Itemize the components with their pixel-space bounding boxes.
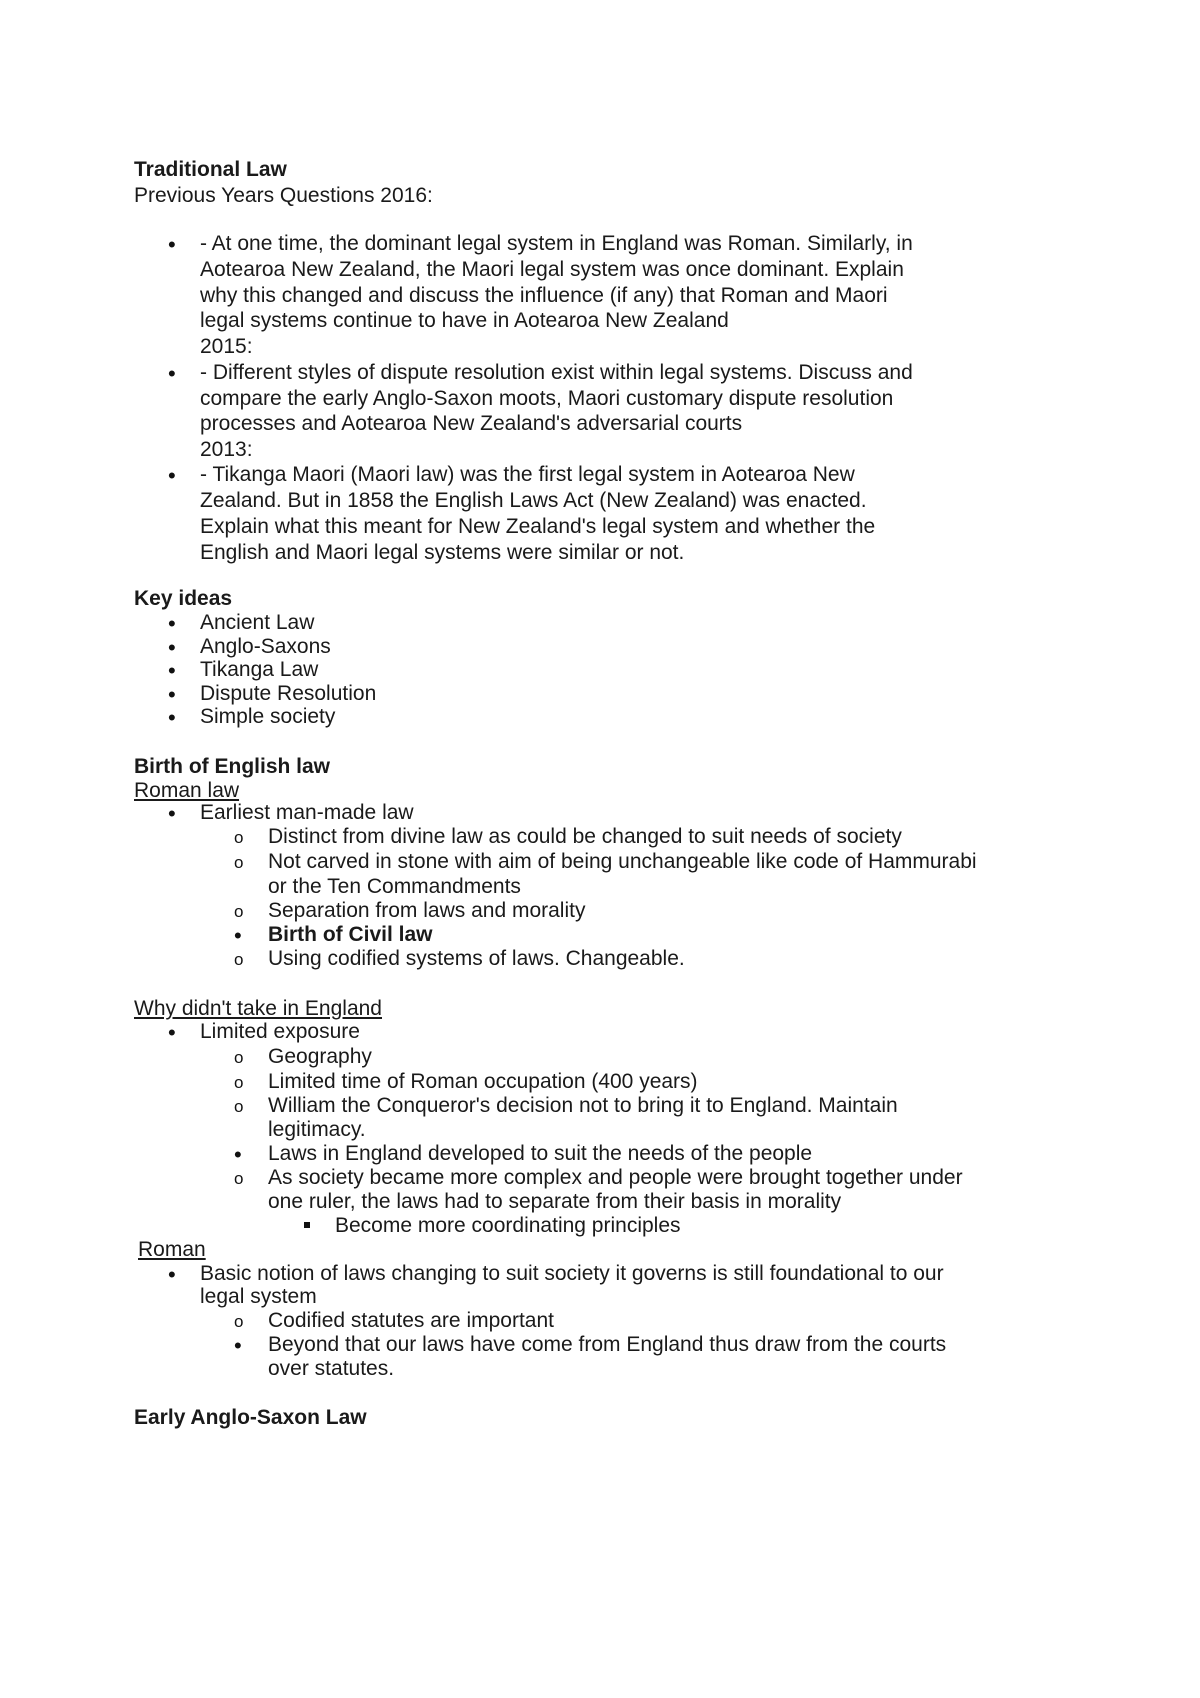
list-item: Codified statutes are important — [268, 1309, 554, 1332]
bullet-icon: • — [234, 923, 242, 948]
circle-bullet-icon: o — [234, 1048, 244, 1067]
year-label: 2015: — [200, 335, 253, 358]
bullet-icon: • — [168, 1262, 176, 1287]
list-item: Become more coordinating principles — [335, 1214, 681, 1237]
circle-bullet-icon: o — [234, 902, 244, 921]
question-line: - Tikanga Maori (Maori law) was the first legal system in Aotearoa New — [200, 463, 855, 486]
list-item: Limited time of Roman occupation (400 years) — [268, 1070, 698, 1093]
bullet-icon: • — [234, 1333, 242, 1358]
page-title: Traditional Law — [134, 158, 287, 181]
list-item: Geography — [268, 1045, 372, 1068]
key-idea-item: Simple society — [200, 705, 336, 728]
bullet-icon: • — [168, 801, 176, 826]
list-item: William the Conqueror's decision not to bring it to England. Maintain — [268, 1094, 898, 1117]
bullet-icon: • — [168, 705, 176, 730]
list-item: Basic notion of laws changing to suit society it governs is still foundational to our — [200, 1262, 944, 1285]
question-line: Zealand. But in 1858 the English Laws Act (New Zealand) was enacted. — [200, 489, 867, 512]
key-idea-item: Anglo-Saxons — [200, 635, 331, 658]
circle-bullet-icon: o — [234, 950, 244, 969]
circle-bullet-icon: o — [234, 1073, 244, 1092]
question-line: Explain what this meant for New Zealand's legal system and whether the — [200, 515, 876, 538]
circle-bullet-icon: o — [234, 853, 244, 872]
square-bullet-icon — [304, 1222, 310, 1228]
birth-heading: Birth of English law — [134, 755, 331, 778]
question-line: English and Maori legal systems were similar or not. — [200, 541, 685, 564]
list-item: legal system — [200, 1285, 317, 1308]
circle-bullet-icon: o — [234, 828, 244, 847]
question-line: - Different styles of dispute resolution exist within legal systems. Discuss and — [200, 361, 913, 384]
list-item: Laws in England developed to suit the needs of the people — [268, 1142, 813, 1165]
list-item: Distinct from divine law as could be changed to suit needs of society — [268, 825, 902, 848]
key-idea-item: Tikanga Law — [200, 658, 319, 681]
bullet-icon: • — [168, 658, 176, 683]
question-line: - At one time, the dominant legal system in England was Roman. Similarly, in — [200, 232, 913, 255]
bullet-icon: • — [168, 463, 176, 488]
circle-bullet-icon: o — [234, 1169, 244, 1188]
question-line: processes and Aotearoa New Zealand's adversarial courts — [200, 412, 743, 435]
key-idea-item: Dispute Resolution — [200, 682, 377, 705]
roman-law-subheading: Roman law — [134, 779, 240, 802]
circle-bullet-icon: o — [234, 1312, 244, 1331]
list-item: As society became more complex and people were brought together under — [268, 1166, 963, 1189]
bullet-icon: • — [168, 682, 176, 707]
list-item: Separation from laws and morality — [268, 899, 586, 922]
list-item: Limited exposure — [200, 1020, 360, 1043]
question-line: why this changed and discuss the influence (if any) that Roman and Maori — [200, 284, 888, 307]
question-line: Aotearoa New Zealand, the Maori legal system was once dominant. Explain — [200, 258, 904, 281]
why-subheading: Why didn't take in England — [134, 997, 382, 1020]
early-anglo-saxon-heading: Early Anglo-Saxon Law — [134, 1406, 367, 1429]
roman-subheading: Roman — [138, 1238, 206, 1261]
bullet-icon: • — [234, 1142, 242, 1167]
key-ideas-heading: Key ideas — [134, 587, 233, 610]
bullet-icon: • — [168, 232, 176, 257]
bullet-icon: • — [168, 1020, 176, 1045]
bullet-icon: • — [168, 635, 176, 660]
list-item: one ruler, the laws had to separate from their basis in morality — [268, 1190, 842, 1213]
question-line: compare the early Anglo-Saxon moots, Maori customary dispute resolution — [200, 387, 894, 410]
list-item: over statutes. — [268, 1357, 395, 1380]
list-item: Using codified systems of laws. Changeable. — [268, 947, 685, 970]
page-subtitle: Previous Years Questions 2016: — [134, 184, 433, 207]
year-label: 2013: — [200, 438, 253, 461]
key-idea-item: Ancient Law — [200, 611, 315, 634]
bullet-icon: • — [168, 611, 176, 636]
bullet-icon: • — [168, 361, 176, 386]
list-item: Beyond that our laws have come from England thus draw from the courts — [268, 1333, 947, 1356]
list-item: legitimacy. — [268, 1118, 366, 1141]
question-line: legal systems continue to have in Aotearoa New Zealand — [200, 309, 729, 332]
circle-bullet-icon: o — [234, 1097, 244, 1116]
list-item: or the Ten Commandments — [268, 875, 521, 898]
list-item: Earliest man-made law — [200, 801, 414, 824]
list-item: Not carved in stone with aim of being unchangeable like code of Hammurabi — [268, 850, 977, 873]
list-item: Birth of Civil law — [268, 923, 433, 946]
